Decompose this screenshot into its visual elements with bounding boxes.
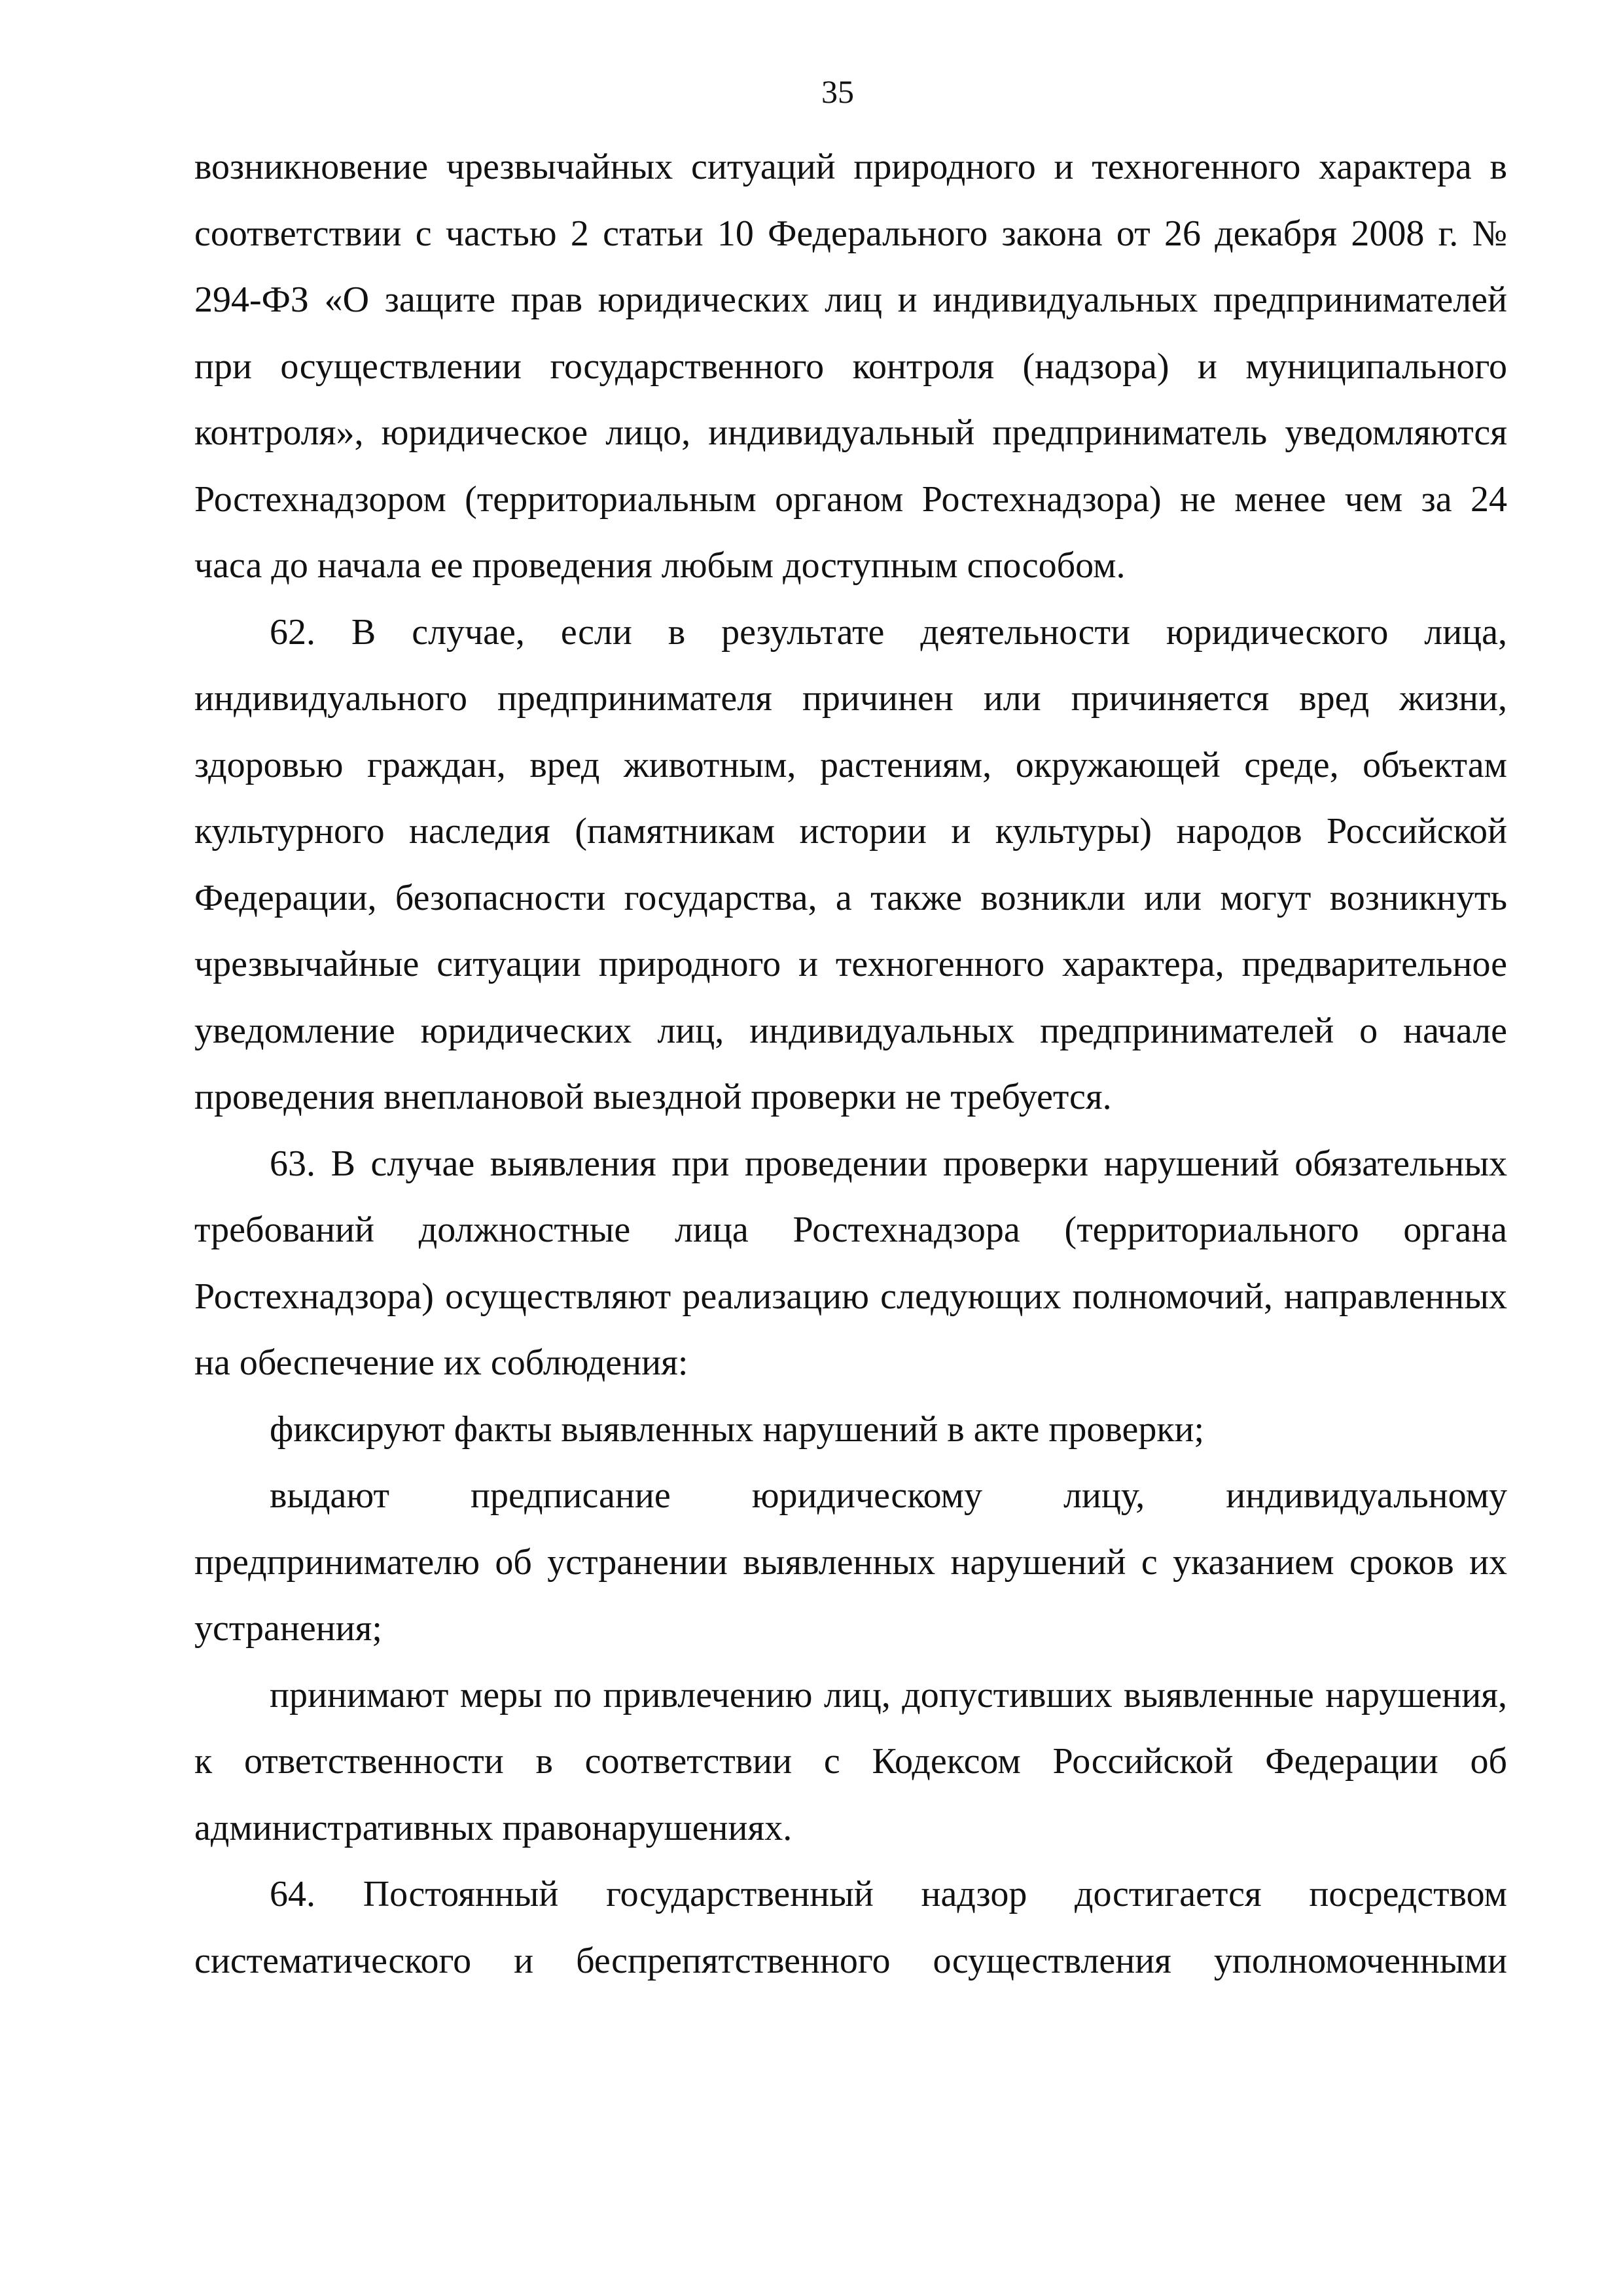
list-item-record-violations: фиксируют факты выявленных нарушений в акте проверки;	[270, 1408, 1205, 1450]
paragraph-62: 62. В случае, если в результате деятельности юридического лица, индивидуального предпринимателя причинен или причиняется вред жизни, здоровью граждан, вред животным, растениям, окружающей среде, объектам культурного наследия (памятникам истории и культуры) народов Российской Федерации, безопасности государства, а также возникли или могут возникнуть чрезвычайные ситуации природного и техногенного характера, предварительное уведомление юридических лиц, индивидуальных предпринимателей о начале проведения внеплановой выездной проверки не требуется.	[194, 611, 1507, 1117]
list-item-take-measures: принимают меры по привлечению лиц, допустивших выявленные нарушения, к ответственности в соответствии с Кодексом Российской Федерации об административных правонарушениях.	[194, 1674, 1507, 1848]
paragraph-61-continuation: возникновение чрезвычайных ситуаций природного и техногенного характера в соответствии с частью 2 статьи 10 Федерального закона от 26 декабря 2008 г. № 294-ФЗ «О защите прав юридических лиц и индивидуальных предпринимателей при осуществлении государственного контроля (надзора) и муниципального контроля», юридическое лицо, индивидуальный предприниматель уведомляются Ростехнадзором (территориальным органом Ростехнадзора) не менее чем за 24 часа до начала ее проведения любым доступным способом.	[194, 147, 1507, 586]
document-body	[194, 134, 1507, 1994]
page-number: 35	[821, 73, 854, 110]
list-item-issue-order: выдают предписание юридическому лицу, индивидуальному предпринимателю об устранении выявленных нарушений с указанием сроков их устранения;	[194, 1475, 1507, 1649]
paragraph-63: 63. В случае выявления при проведении проверки нарушений обязательных требований должностные лица Ростехнадзора (территориального органа Ростехнадзора) осуществляют реализацию следующих полномочий, направленных на обеспечение их соблюдения:	[194, 1143, 1507, 1383]
paragraph-64: 64. Постоянный государственный надзор достигается посредством систематического и беспрепятственного осуществления уполномоченными	[194, 1874, 1507, 1981]
